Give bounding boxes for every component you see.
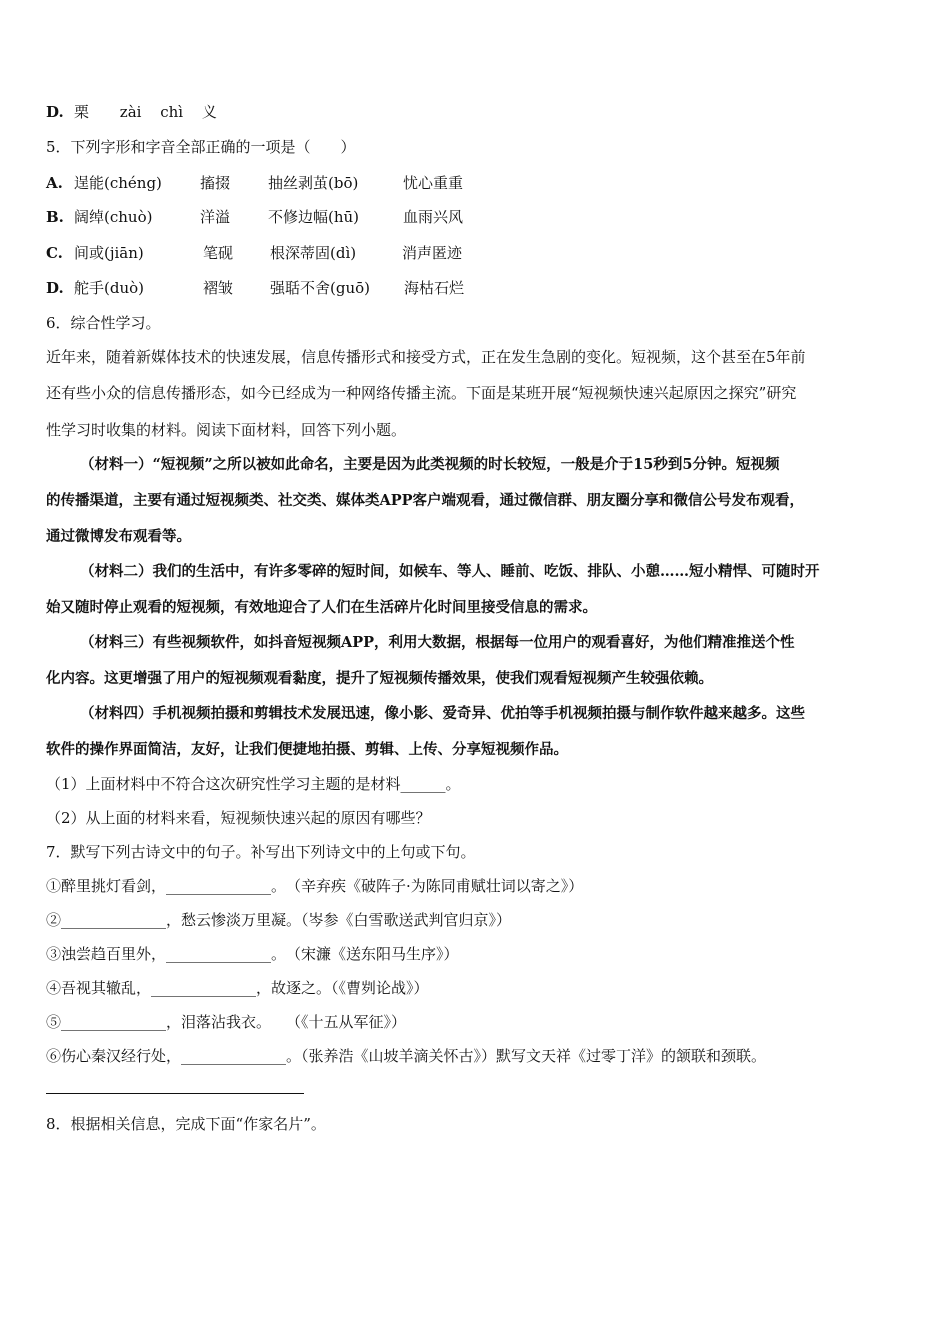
option-col: 间或(jiān) <box>74 244 144 262</box>
q4-option-d <box>46 102 217 122</box>
material-line: （材料二）我们的生活中，有许多零碎的短时间，如候车、等人、睡前、吃饭、排队、小憩……短小精悍、可随时开 <box>80 563 820 580</box>
material-line: 化内容。这更增强了用户的短视频观看黏度，提升了短视频传播效果，使我们观看短视频产生较强依赖。 <box>46 670 713 687</box>
option-col: 洋溢 <box>200 208 231 226</box>
q6-stem: 6．综合性学习。 <box>46 314 161 332</box>
option-letter: D. <box>46 279 64 297</box>
option-col: 阔绰(chuò) <box>74 208 153 226</box>
material-line: 软件的操作界面简洁，友好，让我们便捷地拍摄、剪辑、上传、分享短视频作品。 <box>46 741 568 758</box>
option-col: 抽丝剥茧(bō) <box>268 174 359 192</box>
option-d-char-2: 义 <box>201 103 217 121</box>
material-line: （材料四）手机视频拍摄和剪辑技术发展迅速，像小影、爱奇异、优拍等手机视频拍摄与制作软件越来越多。这些 <box>80 705 805 722</box>
option-col: 海枯石烂 <box>404 279 465 297</box>
option-col: 不修边幅(hū) <box>268 208 360 226</box>
q7-item: ③浊尝趋百里外，______________。 （宋濂《送东阳马生序》） <box>46 945 459 963</box>
answer-blank-line <box>46 1093 304 1094</box>
q6-intro-line: 性学习时收集的材料。阅读下面材料，回答下列小题。 <box>46 421 407 439</box>
option-col: 根深蒂固(dì) <box>270 244 357 262</box>
q6-intro-line: 近年来，随着新媒体技术的快速发展，信息传播形式和接受方式，正在发生急剧的变化。短视频，这个甚至在5年前 <box>46 348 806 366</box>
q5-stem: 5．下列字形和字音全部正确的一项是（ ） <box>46 138 356 156</box>
option-col: 搐掇 <box>200 174 231 192</box>
option-letter: C. <box>46 244 63 262</box>
option-col: 褶皱 <box>203 279 234 297</box>
option-letter: D. <box>46 103 64 121</box>
q7-item: ⑤______________，泪落沾我衣。 （《十五从军征》） <box>46 1013 407 1031</box>
option-col: 舵手(duò) <box>74 279 144 297</box>
material-line: 的传播渠道，主要有通过短视频类、社交类、媒体类APP客户端观看，通过微信群、朋友圈分享和微信公号发布观看， <box>46 492 805 509</box>
q7-item: ②______________，愁云惨淡万里凝。（岑参《白雪歌送武判官归京》） <box>46 911 512 929</box>
option-col: 逞能(chéng) <box>74 174 162 192</box>
q7-item: ⑥伤心秦汉经行处，______________。（张养浩《山坡羊滴关怀古》）默写文天祥《过零丁洋》的颔联和颈联。 <box>46 1047 767 1065</box>
q6-sub2: （2）从上面的材料来看，短视频快速兴起的原因有哪些？ <box>46 809 431 827</box>
q6-intro-line: 还有些小众的信息传播形态，如今已经成为一种网络传播主流。下面是某班开展“短视频快速兴起原因之探究”研究 <box>46 384 797 402</box>
option-col: 强聒不舍(guō) <box>270 279 370 297</box>
q8-stem: 8．根据相关信息，完成下面“作家名片”。 <box>46 1115 326 1133</box>
option-letter: B. <box>46 208 64 226</box>
option-d-char: 栗 <box>74 103 90 121</box>
option-col: 笔砚 <box>203 244 234 262</box>
option-col: 血雨兴风 <box>403 208 464 226</box>
material-line: 始又随时停止观看的短视频，有效地迎合了人们在生活碎片化时间里接受信息的需求。 <box>46 599 597 616</box>
material-line: （材料三）有些视频软件，如抖音短视频APP，利用大数据，根据每一位用户的观看喜好，为他们精准推送个性 <box>80 634 795 651</box>
option-col: 忧心重重 <box>403 174 464 192</box>
q6-sub1: （1）上面材料中不符合这次研究性学习主题的是材料______。 <box>46 775 461 793</box>
material-line: 通过微博发布观看等。 <box>46 528 191 545</box>
material-line: （材料一）“短视频”之所以被如此命名，主要是因为此类视频的时长较短，一般是介于15秒到5分钟。短视频 <box>80 456 780 473</box>
option-col: 消声匿迹 <box>402 244 463 262</box>
q7-item: ①醉里挑灯看剑，______________。 （辛弃疾《破阵子·为陈同甫赋壮词以寄之》） <box>46 877 584 895</box>
option-d-pinyin-2: chì <box>160 103 184 121</box>
option-d-pinyin-1: zài <box>119 103 142 121</box>
option-letter: A. <box>46 174 63 192</box>
q7-item: ④吾视其辙乱，______________，故逐之。（《曹刿论战》） <box>46 979 429 997</box>
q7-stem: 7．默写下列古诗文中的句子。补写出下列诗文中的上句或下句。 <box>46 843 476 861</box>
